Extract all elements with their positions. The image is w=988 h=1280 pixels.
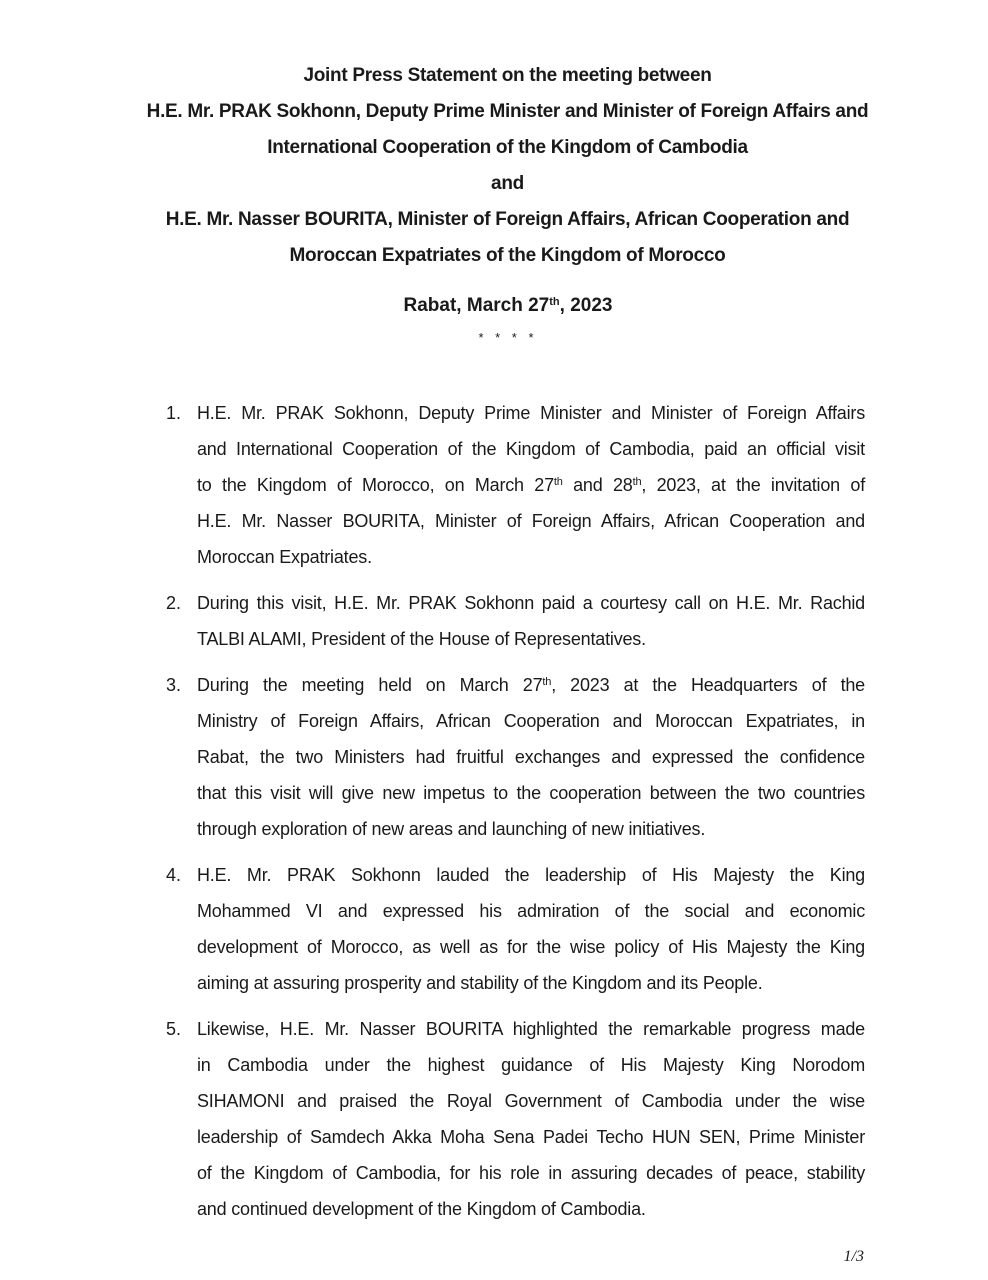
paragraph-line: in Cambodia under the highest guidance of His Majesty King Norodom xyxy=(197,1055,865,1075)
line-text: , 2023 at the Headquarters of the xyxy=(551,675,865,695)
ordinal-suffix: th xyxy=(542,676,552,688)
paragraph-line: Likewise, H.E. Mr. Nasser BOURITA highlighted the remarkable progress made xyxy=(197,1019,865,1039)
separator-stars: * * * * xyxy=(478,330,538,345)
paragraph-number: 4. xyxy=(166,865,182,885)
paragraph-body xyxy=(197,585,865,657)
paragraph-line: TALBI ALAMI, President of the House of Representatives. xyxy=(197,629,646,649)
paragraph-line: H.E. Mr. Nasser BOURITA, Minister of Foreign Affairs, African Cooperation and xyxy=(197,511,865,531)
date-prefix: Rabat, March 27 xyxy=(403,295,550,316)
paragraph-line: development of Morocco, as well as for the wise policy of His Majesty the King xyxy=(197,937,865,957)
date-ordinal: th xyxy=(549,296,560,308)
paragraph-line: H.E. Mr. PRAK Sokhonn lauded the leadership of His Majesty the King xyxy=(197,865,865,885)
ordinal-suffix: th xyxy=(632,476,642,488)
date-suffix: , 2023 xyxy=(559,295,613,316)
paragraph-line: through exploration of new areas and launching of new initiatives. xyxy=(197,819,706,839)
line-text: During the meeting held on March 27 xyxy=(197,675,543,695)
header-line: H.E. Mr. PRAK Sokhonn, Deputy Prime Minister and Minister of Foreign Affairs and xyxy=(146,101,869,122)
paragraph-number: 1. xyxy=(166,403,182,423)
header-line: Joint Press Statement on the meeting between xyxy=(303,65,712,86)
line-text: to the Kingdom of Morocco, on March 27 xyxy=(197,475,554,495)
header-line: H.E. Mr. Nasser BOURITA, Minister of Foreign Affairs, African Cooperation and xyxy=(165,209,850,230)
paragraph-body xyxy=(197,395,865,575)
paragraph-body xyxy=(197,1011,865,1227)
paragraph-line: and continued development of the Kingdom of Cambodia. xyxy=(197,1199,646,1219)
paragraph-number: 5. xyxy=(166,1019,182,1039)
line-text: , 2023, at the invitation of xyxy=(641,475,866,495)
paragraph-line: During this visit, H.E. Mr. PRAK Sokhonn paid a courtesy call on H.E. Mr. Rachid xyxy=(197,593,865,613)
paragraph-3 xyxy=(166,667,866,847)
line-text: and 28 xyxy=(562,475,633,495)
numbered-paragraphs xyxy=(166,395,866,1237)
paragraph-1 xyxy=(166,395,866,575)
paragraph-5 xyxy=(166,1011,866,1227)
page-number: 1/3 xyxy=(843,1248,864,1265)
paragraph-line: of the Kingdom of Cambodia, for his role in assuring decades of peace, stability xyxy=(197,1163,865,1183)
paragraph-line xyxy=(197,467,865,503)
paragraph-body xyxy=(197,857,865,1001)
paragraph-2 xyxy=(166,585,866,657)
statement-header xyxy=(100,58,915,274)
paragraph-line xyxy=(197,667,865,703)
paragraph-line: aiming at assuring prosperity and stability of the Kingdom and its People. xyxy=(197,973,763,993)
paragraph-line: SIHAMONI and praised the Royal Government of Cambodia under the wise xyxy=(197,1091,865,1111)
ordinal-suffix: th xyxy=(553,476,563,488)
paragraph-line: H.E. Mr. PRAK Sokhonn, Deputy Prime Minister and Minister of Foreign Affairs xyxy=(197,403,865,423)
paragraph-line: Mohammed VI and expressed his admiration of the social and economic xyxy=(197,901,865,921)
header-line: International Cooperation of the Kingdom of Cambodia xyxy=(267,137,748,158)
paragraph-line: Ministry of Foreign Affairs, African Cooperation and Moroccan Expatriates, in xyxy=(197,711,865,731)
paragraph-number: 2. xyxy=(166,593,182,613)
paragraph-line: and International Cooperation of the Kingdom of Cambodia, paid an official visit xyxy=(197,439,865,459)
header-line: Moroccan Expatriates of the Kingdom of Morocco xyxy=(289,245,726,266)
paragraph-line: that this visit will give new impetus to the cooperation between the two countries xyxy=(197,783,865,803)
paragraph-body xyxy=(197,667,865,847)
dateline xyxy=(0,289,988,323)
header-line: and xyxy=(491,173,524,194)
paragraph-number: 3. xyxy=(166,675,182,695)
paragraph-4 xyxy=(166,857,866,1001)
paragraph-line: Rabat, the two Ministers had fruitful exchanges and expressed the confidence xyxy=(197,747,865,767)
paragraph-line: Moroccan Expatriates. xyxy=(197,547,372,567)
paragraph-line: leadership of Samdech Akka Moha Sena Padei Techo HUN SEN, Prime Minister xyxy=(197,1127,865,1147)
